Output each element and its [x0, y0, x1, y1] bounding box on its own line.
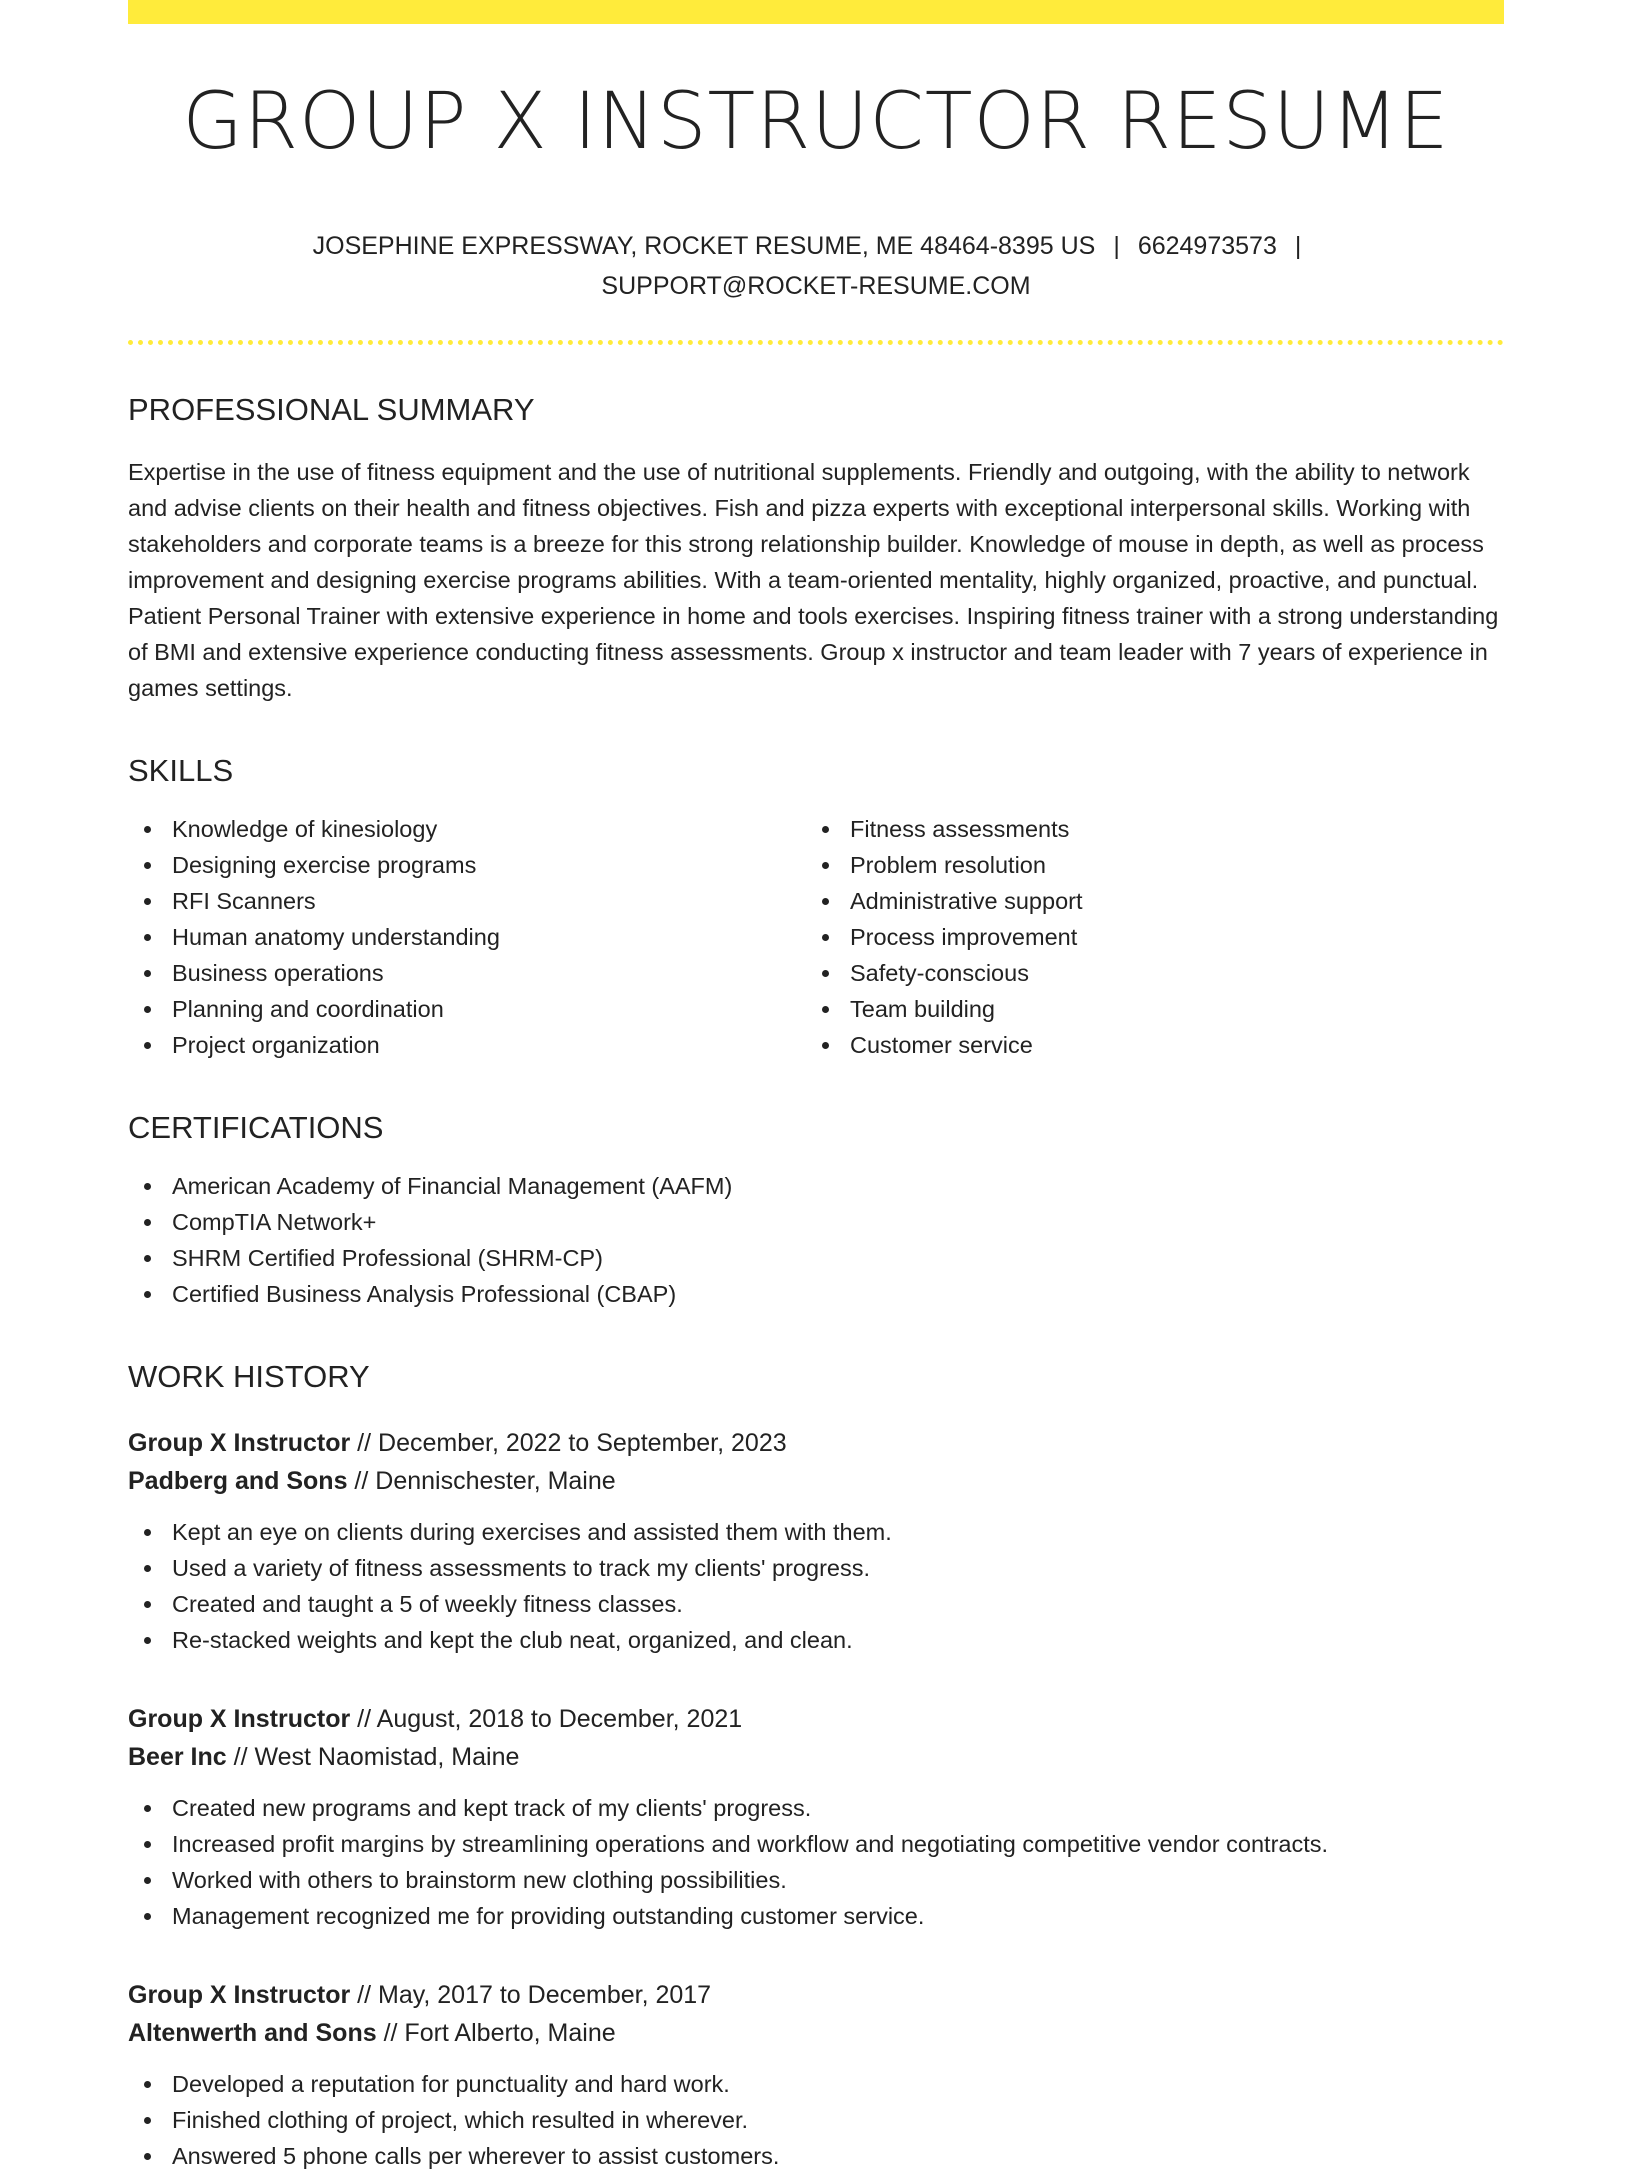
- skill-item: Team building: [806, 991, 1484, 1027]
- skill-item: Business operations: [128, 955, 806, 991]
- skill-item: Fitness assessments: [806, 811, 1484, 847]
- job-duties-list: [128, 1514, 1504, 1658]
- job-location: // West Naomistad, Maine: [226, 1742, 520, 1771]
- job-location: // Dennischester, Maine: [347, 1466, 616, 1495]
- job-duties-list: [128, 1790, 1504, 1934]
- job-title-line: [128, 1700, 1504, 1738]
- skill-item: Administrative support: [806, 883, 1484, 919]
- job-dates: // August, 2018 to December, 2021: [350, 1704, 743, 1733]
- job-entry: [128, 1700, 1504, 1934]
- job-location: // Fort Alberto, Maine: [376, 2018, 616, 2047]
- skills-heading: SKILLS: [128, 752, 234, 788]
- contact-separator: |: [1113, 231, 1120, 260]
- summary-heading: PROFESSIONAL SUMMARY: [128, 391, 535, 427]
- job-duty-item: Developed a reputation for punctuality and hard work.: [128, 2066, 1504, 2102]
- job-title-line: [128, 1424, 1504, 1462]
- job-duty-item: Management recognized me for providing outstanding customer service.: [128, 1898, 1504, 1934]
- skill-item: Designing exercise programs: [128, 847, 806, 883]
- job-title: Group X Instructor: [128, 1704, 351, 1733]
- job-duty-item: Created new programs and kept track of my clients' progress.: [128, 1790, 1504, 1826]
- skill-item: Problem resolution: [806, 847, 1484, 883]
- skill-item: Project organization: [128, 1027, 806, 1063]
- top-accent-bar: [128, 0, 1504, 24]
- contact-address: JOSEPHINE EXPRESSWAY, ROCKET RESUME, ME 48464-8395 US: [312, 231, 1096, 260]
- job-dates: // May, 2017 to December, 2017: [350, 1980, 712, 2009]
- skill-item: Safety-conscious: [806, 955, 1484, 991]
- contact-phone: 6624973573: [1137, 231, 1277, 260]
- skills-grid: [128, 811, 1504, 1063]
- contact-email: SUPPORT@ROCKET-RESUME.COM: [601, 271, 1031, 300]
- job-company: Padberg and Sons: [128, 1466, 348, 1495]
- job-duties-list: [128, 2066, 1504, 2174]
- page-title: GROUP X INSTRUCTOR RESUME: [182, 77, 1450, 167]
- job-duty-item: Increased profit margins by streamlining operations and workflow and negotiating competitive vendor contracts.: [128, 1826, 1504, 1862]
- certification-item: Certified Business Analysis Professional (CBAP): [128, 1276, 1504, 1312]
- skill-item: Customer service: [806, 1027, 1484, 1063]
- work-history-heading: WORK HISTORY: [128, 1359, 370, 1395]
- job-title-line: [128, 1976, 1504, 2014]
- job-duty-item: Created and taught a 5 of weekly fitness classes.: [128, 1586, 1504, 1622]
- skill-item: RFI Scanners: [128, 883, 806, 919]
- job-company: Beer Inc: [128, 1742, 227, 1771]
- skill-item: Human anatomy understanding: [128, 919, 806, 955]
- certification-item: American Academy of Financial Management (AAFM): [128, 1168, 1504, 1204]
- job-title: Group X Instructor: [128, 1428, 351, 1457]
- job-duty-item: Finished clothing of project, which resulted in wherever.: [128, 2102, 1504, 2138]
- contact-info: [128, 226, 1504, 306]
- job-duty-item: Kept an eye on clients during exercises and assisted them with them.: [128, 1514, 1504, 1550]
- job-company-line: [128, 1462, 1504, 1500]
- job-entry: [128, 1424, 1504, 1658]
- job-entry: [128, 1976, 1504, 2174]
- skill-item: Planning and coordination: [128, 991, 806, 1027]
- job-company: Altenwerth and Sons: [128, 2018, 377, 2047]
- dotted-divider: [128, 340, 1504, 345]
- job-duty-item: Re-stacked weights and kept the club neat, organized, and clean.: [128, 1622, 1504, 1658]
- job-title: Group X Instructor: [128, 1980, 351, 2009]
- certification-item: CompTIA Network+: [128, 1204, 1504, 1240]
- skill-item: Process improvement: [806, 919, 1484, 955]
- skills-left-list: [128, 811, 806, 1063]
- skill-item: Knowledge of kinesiology: [128, 811, 806, 847]
- job-company-line: [128, 1738, 1504, 1776]
- job-duty-item: Used a variety of fitness assessments to track my clients' progress.: [128, 1550, 1504, 1586]
- summary-text: Expertise in the use of fitness equipment and the use of nutritional supplements. Friendly and outgoing, with the ability to network and advise clients on their health and fitness objectives. Fish and pizza experts with exceptional interpersonal skills. Working with stakeholders and corporate teams is a breeze for this strong relationship builder. Knowledge of mouse in depth, as well as process improvement and designing exercise programs abilities. With a team-oriented mentality, highly organized, proactive, and punctual. Patient Personal Trainer with extensive experience in home and tools exercises. Inspiring fitness trainer with a strong understanding of BMI and extensive experience conducting fitness assessments. Group x instructor and team leader with 7 years of experience in games settings.: [128, 458, 1499, 701]
- resume-page: [128, 0, 1504, 2174]
- certifications-heading: CERTIFICATIONS: [128, 1110, 384, 1146]
- skills-right-list: [806, 811, 1484, 1063]
- job-company-line: [128, 2014, 1504, 2052]
- job-dates: // December, 2022 to September, 2023: [350, 1428, 787, 1457]
- certifications-list: [128, 1168, 1504, 1312]
- job-duty-item: Answered 5 phone calls per wherever to assist customers.: [128, 2138, 1504, 2174]
- job-duty-item: Worked with others to brainstorm new clothing possibilities.: [128, 1862, 1504, 1898]
- certification-item: SHRM Certified Professional (SHRM-CP): [128, 1240, 1504, 1276]
- contact-separator: |: [1294, 231, 1302, 260]
